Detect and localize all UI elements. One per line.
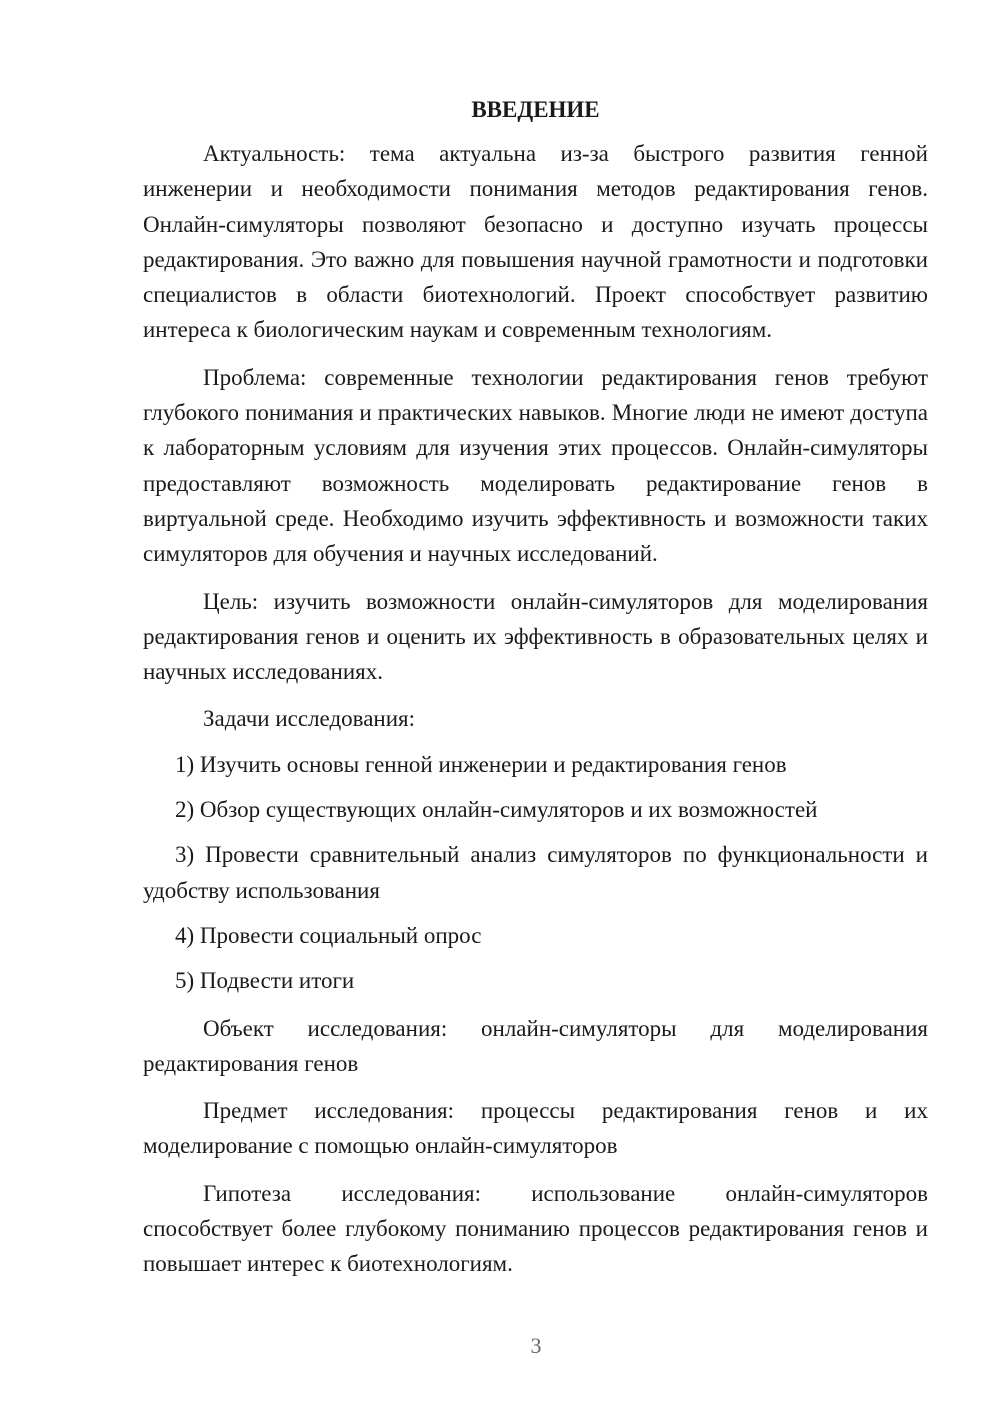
page-number: 3 (530, 1333, 542, 1358)
paragraph-relevance: Актуальность: тема актуальна из-за быстрого развития генной инженерии и необходимости понимания методов редактирования генов. Онлайн-симуляторы позволяют безопасно и доступно изучать процессы редактирования. Это важно для повышения научной грамотности и подготовки специалистов в области биотехнологий. Проект способствует развитию интереса к биологическим наукам и современным технологиям. (143, 141, 928, 343)
page-content (143, 95, 928, 1282)
paragraph-problem: Проблема: современные технологии редактирования генов требуют глубокого понимания и практических навыков. Многие люди не имеют доступа к лабораторным условиям для изучения этих процессов. Онлайн-симуляторы предоставляют возможность моделировать редактирование генов в виртуальной среде. Необходимо изучить эффективность и возможности таких симуляторов для обучения и научных исследований. (143, 364, 928, 567)
page-title: ВВЕДЕНИЕ (471, 97, 600, 122)
paragraph-object: Объект исследования: онлайн-симуляторы для моделирования редактирования генов (143, 1015, 928, 1076)
task-item-1: 1) Изучить основы генной инженерии и редактирования генов (175, 751, 787, 777)
paragraph-subject: Предмет исследования: процессы редактирования генов и их моделирование с помощью онлайн-симуляторов (143, 1098, 928, 1159)
tasks-heading: Задачи исследования: (203, 706, 416, 732)
task-item-2: 2) Обзор существующих онлайн-симуляторов и их возможностей (175, 797, 818, 823)
paragraph-hypothesis: Гипотеза исследования: использование онлайн-симуляторов способствует более глубокому пониманию процессов редактирования генов и повышает интерес к биотехнологиям. (143, 1180, 928, 1277)
task-item-4: 4) Провести социальный опрос (175, 922, 482, 948)
task-item-5: 5) Подвести итоги (175, 968, 355, 994)
paragraph-goal: Цель: изучить возможности онлайн-симуляторов для моделирования редактирования генов и оценить их эффективность в образовательных целях и научных исследованиях. (143, 588, 928, 685)
task-item-3: 3) Провести сравнительный анализ симуляторов по функциональности и удобству использования (143, 842, 928, 903)
